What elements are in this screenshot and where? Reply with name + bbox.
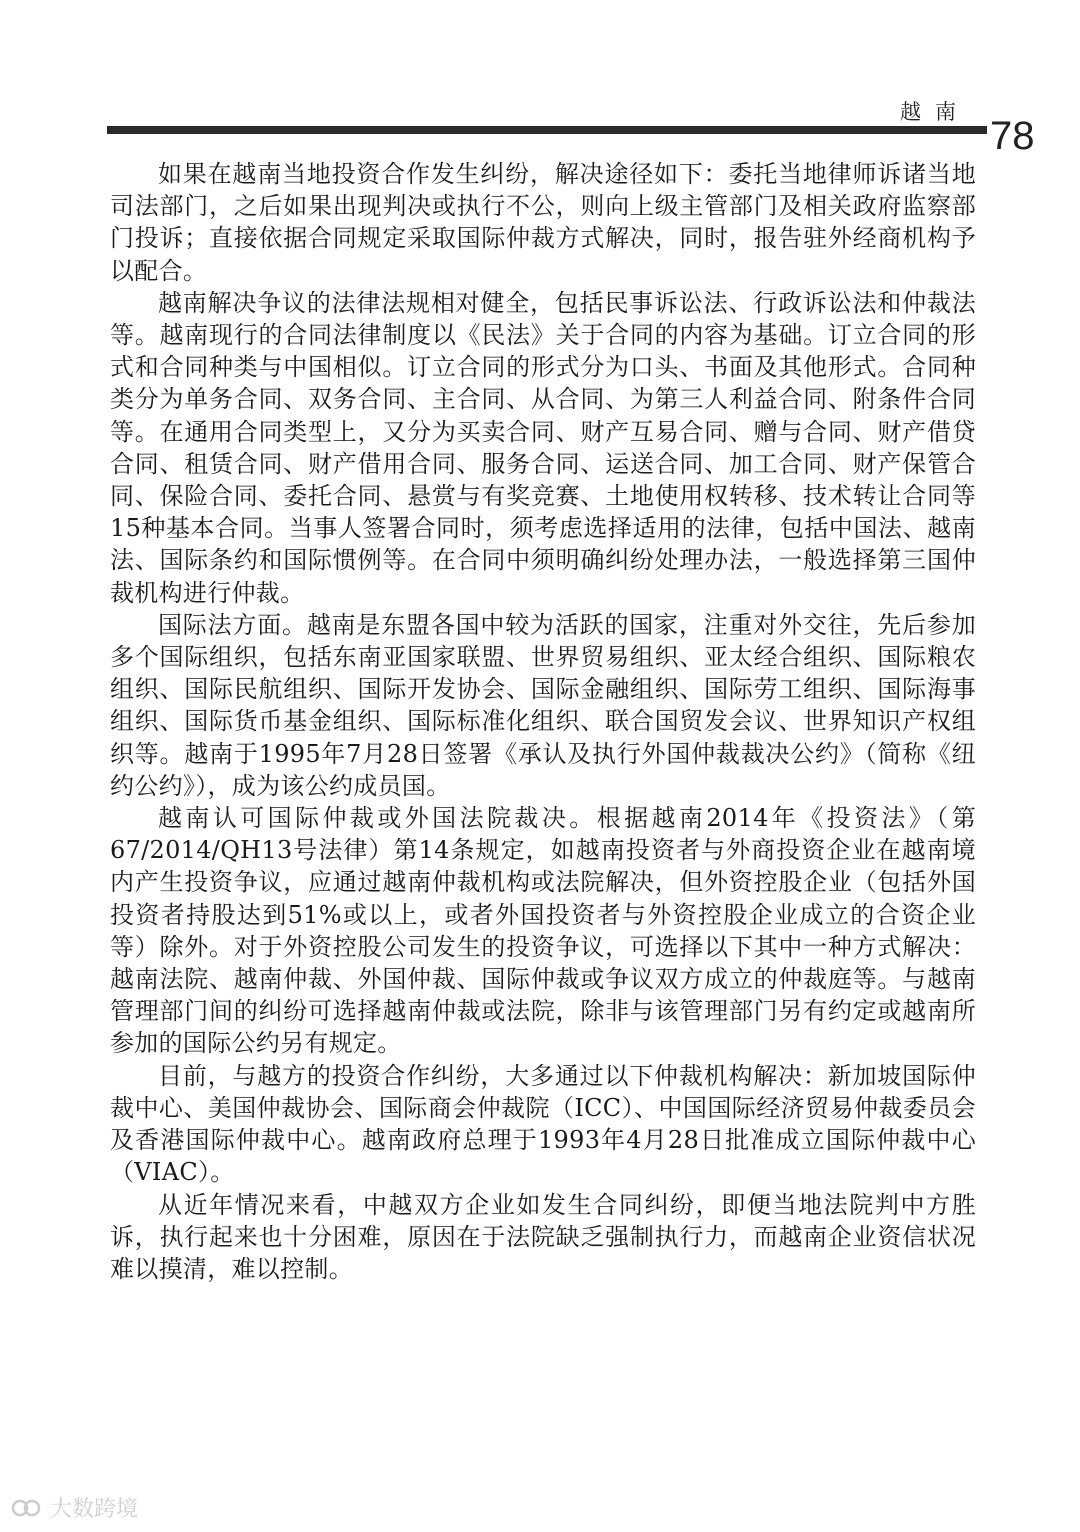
paragraph: 越南认可国际仲裁或外国法院裁决。根据越南2014年《投资法》（第67/2014/QH13号法律）第14条规定，如越南投资者与外商投资企业在越南境内产生投资争议，应通过越南仲裁机构或法院解决，但外资控股企业（包括外国投资者持股达到51%或以上，或者外国投资者与外资控股企业成立的合资企业等）除外。对于外资控股公司发生的投资争议，可选择以下其中一种方式解决：越南法院、越南仲裁、外国仲裁、国际仲裁或争议双方成立的仲裁庭等。与越南管理部门间的纠纷可选择越南仲裁或法院，除非与该管理部门另有约定或越南所参加的国际公约另有规定。 — [110, 804, 976, 1058]
watermark — [10, 1492, 138, 1523]
paragraph: 如果在越南当地投资合作发生纠纷，解决途径如下：委托当地律师诉诸当地司法部门，之后如果出现判决或执行不公，则向上级主管部门及相关政府监察部门投诉；直接依据合同规定采取国际仲裁方式解决，同时，报告驻外经商机构予以配合。 — [110, 160, 976, 285]
header-rule — [107, 126, 987, 134]
body-text — [110, 158, 976, 1285]
paragraph: 目前，与越方的投资合作纠纷，大多通过以下仲裁机构解决：新加坡国际仲裁中心、美国仲裁协会、国际商会仲裁院（ICC）、中国国际经济贸易仲裁委员会及香港国际仲裁中心。越南政府总理于1993年4月28日批准成立国际仲裁中心（VIAC）。 — [110, 1061, 976, 1187]
paragraph: 越南解决争议的法律法规相对健全，包括民事诉讼法、行政诉讼法和仲裁法等。越南现行的合同法律制度以《民法》关于合同的内容为基础。订立合同的形式和合同种类与中国相似。订立合同的形式分为口头、书面及其他形式。合同种类分为单务合同、双务合同、主合同、从合同、为第三人利益合同、附条件合同等。在通用合同类型上，又分为买卖合同、财产互易合同、赠与合同、财产借贷合同、租赁合同、财产借用合同、服务合同、运送合同、加工合同、财产保管合同、保险合同、委托合同、悬赏与有奖竞赛、土地使用权转移、技术转让合同等15种基本合同。当事人签署合同时，须考虑选择适用的法律，包括中国法、越南法、国际条约和国际惯例等。在合同中须明确纠纷处理办法，一般选择第三国仲裁机构进行仲裁。 — [110, 288, 976, 607]
paragraph: 从近年情况来看，中越双方企业如发生合同纠纷，即便当地法院判中方胜诉，执行起来也十分困难，原因在于法院缺乏强制执行力，而越南企业资信状况难以摸清，难以控制。 — [110, 1190, 976, 1283]
link-logo-icon — [10, 1498, 44, 1518]
watermark-text: 大数跨境 — [50, 1497, 139, 1522]
page-number: 78 — [990, 114, 1035, 158]
section-title: 越南 — [900, 100, 970, 124]
paragraph: 国际法方面。越南是东盟各国中较为活跃的国家，注重对外交往，先后参加多个国际组织，包括东南亚国家联盟、世界贸易组织、亚太经合组织、国际粮农组织、国际民航组织、国际开发协会、国际金融组织、国际劳工组织、国际海事组织、国际货币基金组织、国际标准化组织、联合国贸发会议、世界知识产权组织等。越南于1995年7月28日签署《承认及执行外国仲裁裁决公约》（简称《纽约公约》），成为该公约成员国。 — [110, 610, 976, 800]
